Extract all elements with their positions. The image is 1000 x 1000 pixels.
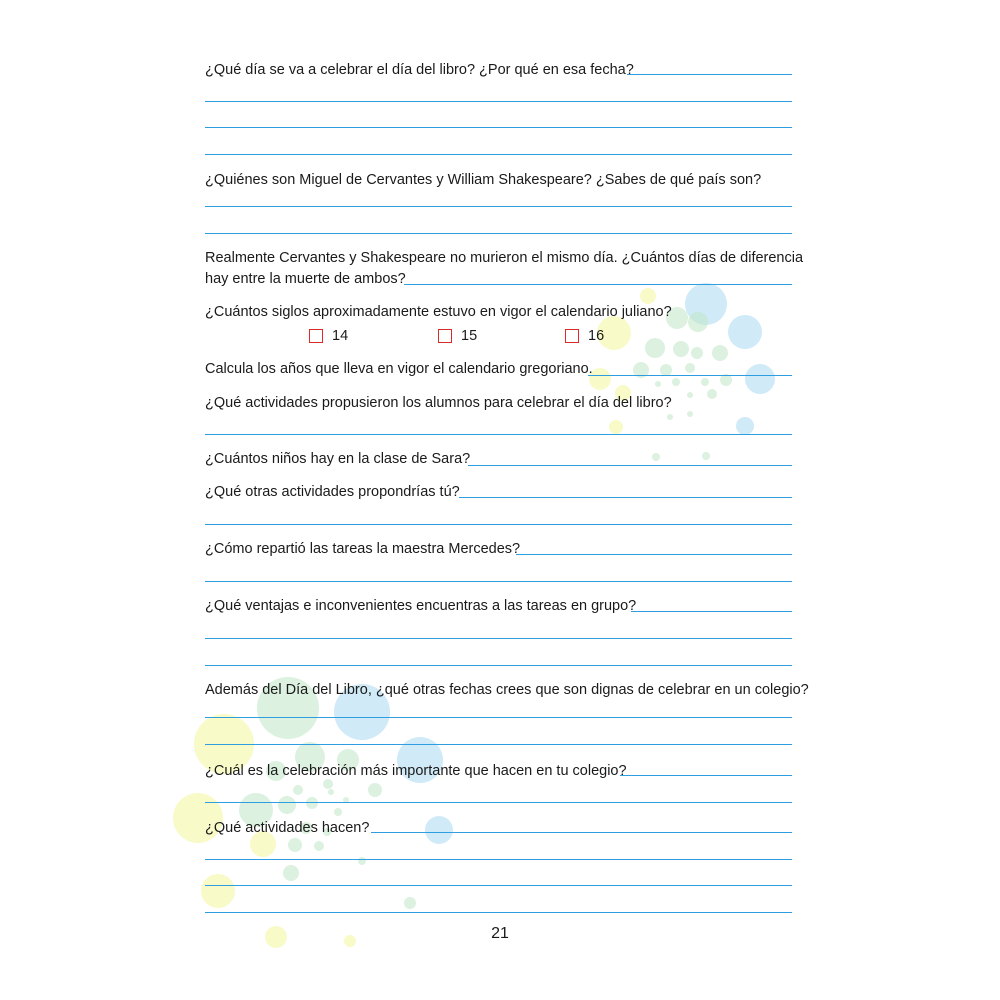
option-label: 16 (588, 328, 605, 344)
question-task-distribution: ¿Cómo repartió las tareas la maestra Mercedes? (205, 541, 521, 557)
answer-line[interactable] (588, 375, 792, 376)
question-julian-centuries: ¿Cuántos siglos aproximadamente estuvo en vigor el calendario juliano? (205, 304, 672, 320)
option-14[interactable] (309, 327, 348, 345)
question-days-difference: Realmente Cervantes y Shakespeare no murieron el mismo día. ¿Cuántos días de diferencia (205, 250, 804, 266)
answer-line[interactable] (205, 524, 792, 525)
answer-line[interactable] (205, 434, 792, 435)
question-what-activities: ¿Qué actividades hacen? (205, 820, 370, 836)
answer-line[interactable] (205, 665, 792, 666)
question-gregorian-years: Calcula los años que lleva en vigor el calendario gregoriano. (205, 361, 593, 377)
answer-line[interactable] (205, 912, 792, 913)
question-book-day-date: ¿Qué día se va a celebrar el día del libro? ¿Por qué en esa fecha? (205, 62, 634, 78)
option-label: 14 (332, 328, 349, 344)
answer-line[interactable] (205, 859, 792, 860)
question-cervantes-shakespeare: ¿Quiénes son Miguel de Cervantes y William Shakespeare? ¿Sabes de qué país son? (205, 172, 762, 188)
question-other-activities: ¿Qué otras actividades propondrías tú? (205, 484, 460, 500)
checkbox[interactable] (565, 329, 579, 343)
question-group-work: ¿Qué ventajas e inconvenientes encuentras a las tareas en grupo? (205, 598, 637, 614)
option-15[interactable] (438, 327, 477, 345)
answer-line[interactable] (205, 206, 792, 207)
question-main-celebration: ¿Cuál es la celebración más importante que hacen en tu colegio? (205, 763, 627, 779)
answer-line[interactable] (205, 233, 792, 234)
answer-line[interactable] (205, 101, 792, 102)
answer-line[interactable] (205, 744, 792, 745)
answer-line[interactable] (627, 74, 792, 75)
question-other-dates: Además del Día del Libro, ¿qué otras fechas crees que son dignas de celebrar en un colegio? (205, 682, 809, 698)
checkbox[interactable] (309, 329, 323, 343)
answer-line[interactable] (620, 775, 792, 776)
option-label: 15 (461, 328, 478, 344)
answer-line[interactable] (205, 581, 792, 582)
answer-line[interactable] (205, 717, 792, 718)
answer-line[interactable] (205, 154, 792, 155)
answer-line[interactable] (516, 554, 792, 555)
question-days-difference-cont: hay entre la muerte de ambos? (205, 271, 406, 287)
answer-line[interactable] (404, 284, 792, 285)
answer-line[interactable] (468, 465, 792, 466)
question-student-activities: ¿Qué actividades propusieron los alumnos para celebrar el día del libro? (205, 395, 672, 411)
page-number: 21 (491, 925, 509, 942)
checkbox[interactable] (438, 329, 452, 343)
answer-line[interactable] (205, 638, 792, 639)
answer-line[interactable] (205, 885, 792, 886)
question-children-count: ¿Cuántos niños hay en la clase de Sara? (205, 451, 471, 467)
answer-line[interactable] (205, 127, 792, 128)
option-16[interactable] (565, 327, 604, 345)
answer-line[interactable] (205, 802, 792, 803)
answer-line[interactable] (631, 611, 792, 612)
answer-line[interactable] (459, 497, 792, 498)
answer-line[interactable] (371, 832, 792, 833)
